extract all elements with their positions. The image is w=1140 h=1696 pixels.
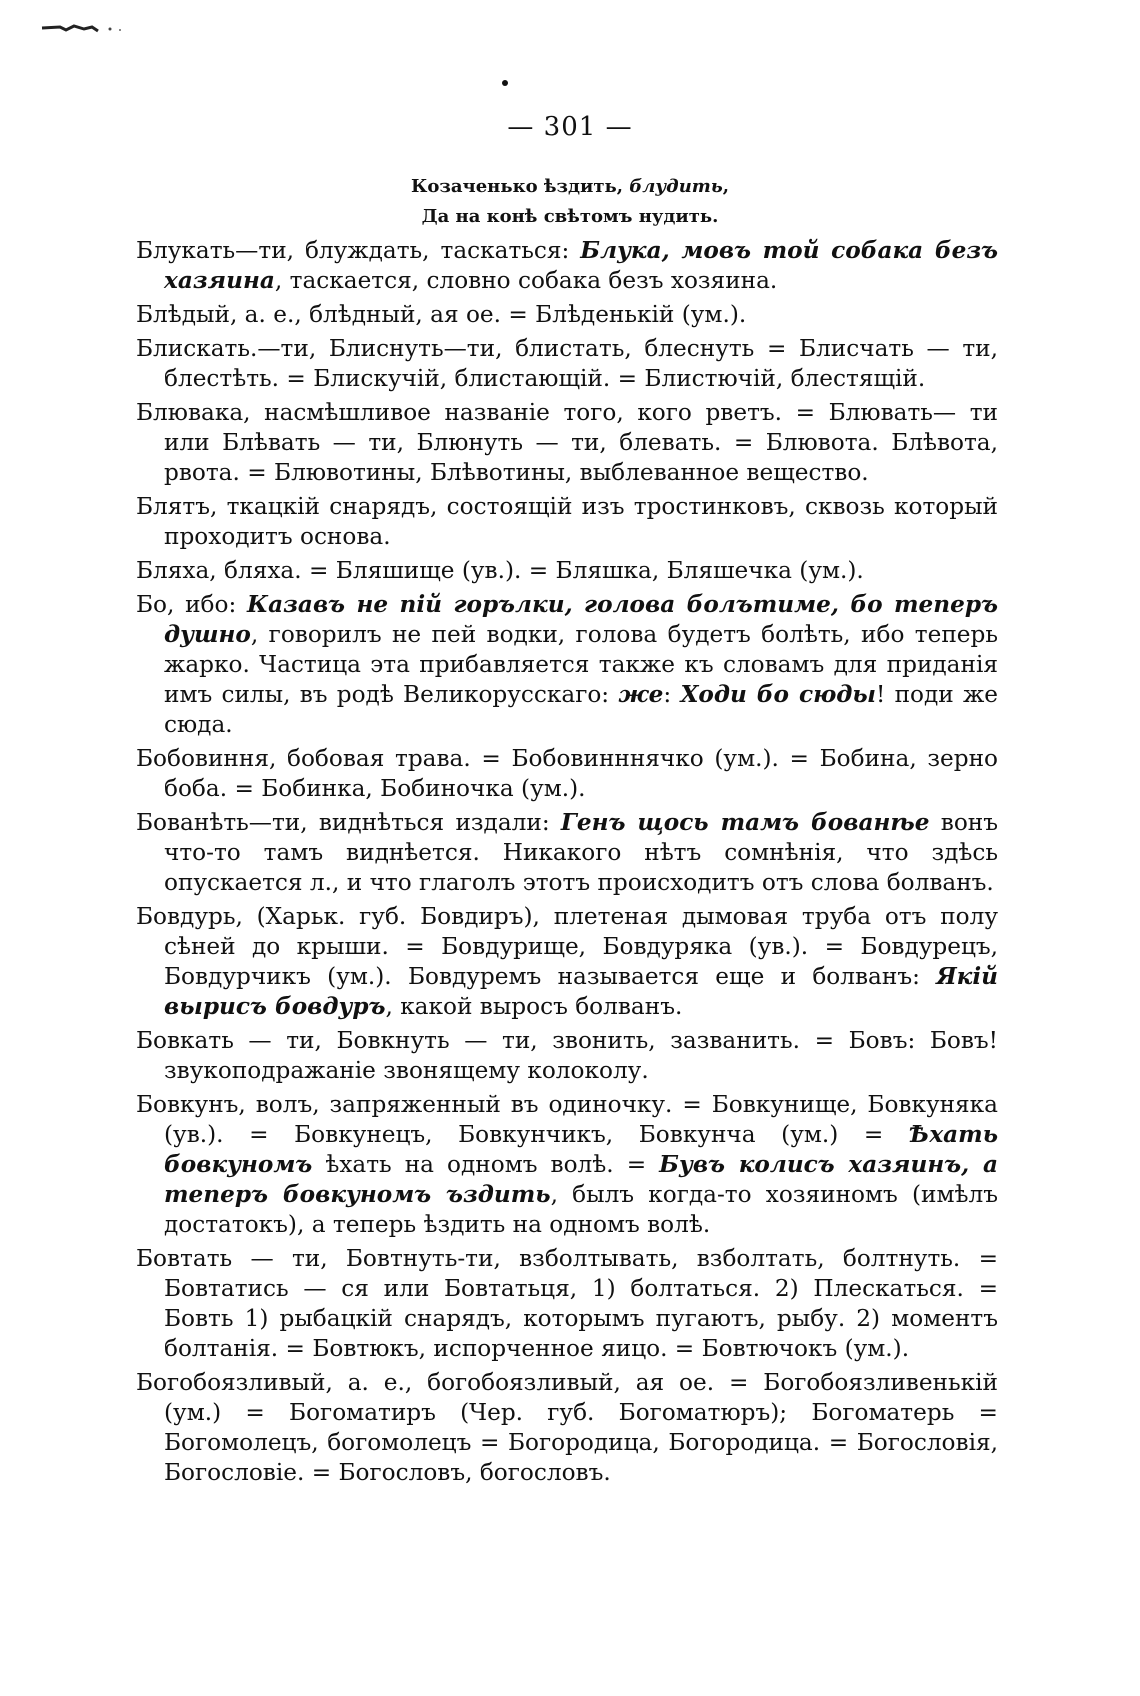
- entry-bo: Бо, ибо: Казавъ не пій горълки, голова болътиме, бо теперъ душно, говорилъ не пей водки, голова будетъ болѣть, ибо теперь жарко. Частица эта прибавляется также къ словамъ для приданія имъ силы, въ родѣ Великорусскаго: же: Ходи бо сюды! поди же сюда.: [136, 591, 998, 738]
- entry-bovkun: Бовкунъ, волъ, запряженный въ одиночку. = Бовкунище, Бовкуняка (ув.). = Бовкунецъ, Бовкунчикъ, Бовкунча (ум.) = Ѣхать бовкуномъ ѣхать на одномъ волѣ. = Бувъ колисъ хазяинъ, а теперъ бовкуномъ ъздить, былъ когда-то хозяиномъ (имѣлъ достатокъ), а теперь ѣздить на одномъ волѣ.: [136, 1091, 998, 1238]
- print-dot: [502, 80, 508, 86]
- entry-bovtat: Бовтать — ти, Бовтнуть-ти, взболтывать, взболтать, болтнуть. = Бовтатись — ся или Бовтатьця, 1) болтаться. 2) Плескаться. = Бовть 1) рыбацкій снарядъ, которымъ пугаютъ, рыбу. 2) моментъ болтанія. = Бовтюкъ, испорченное яицо. = Бовтючокъ (ум.).: [136, 1245, 998, 1362]
- verse-line-1: Козаченько ѣздить, блудить,: [411, 176, 729, 197]
- entry-bledyi: Блѣдый, а. е., блѣдный, ая ое. = Блѣденькій (ум.).: [136, 301, 747, 328]
- dictionary-entries: [136, 236, 998, 1492]
- entry-blukat: Блукать—ти, блуждать, таскаться: Блука, мовъ той собака безъ хазяина, таскается, словно собака безъ хозяина.: [136, 237, 998, 294]
- entry-bovkat: Бовкать — ти, Бовкнуть — ти, звонить, зазванить. = Бовъ: Бовъ! звукоподражаніе звонящему колоколу.: [136, 1027, 998, 1084]
- verse-line-2: Да на конѣ свѣтомъ нудить.: [421, 206, 719, 227]
- print-smudge: [40, 22, 130, 36]
- entry-bliskat: Блискать.—ти, Блиснуть—ти, блистать, блеснуть = Блисчать — ти, блестѣть. = Блискучій, блистающій. = Блистючій, блестящій.: [136, 335, 998, 392]
- verse-epigraph: [0, 172, 1140, 232]
- page-number: — 301 —: [507, 112, 633, 142]
- entry-bliat: Блятъ, ткацкій снарядъ, состоящій изъ тростинковъ, сквозь который проходитъ основа.: [136, 493, 998, 550]
- entry-bovanet: Бованѣть—ти, виднѣться издали: Генъ щось тамъ бованѣе вонъ что-то тамъ виднѣется. Никакого нѣтъ сомнѣнія, что здѣсь опускается л., и что глаголъ этотъ происходитъ отъ слова болванъ.: [136, 809, 998, 896]
- entry-bovdur: Бовдурь, (Харьк. губ. Бовдиръ), плетеная дымовая труба отъ полу сѣней до крыши. = Бовдурище, Бовдуряка (ув.). = Бовдурецъ, Бовдурчикъ (ум.). Бовдуремъ называется еще и болванъ: Якій вырисъ бовдуръ, какой выросъ болванъ.: [136, 903, 998, 1020]
- entry-bobovynnia: Бобовиння, бобовая трава. = Бобовинннячко (ум.). = Бобина, зерно боба. = Бобинка, Бобиночка (ум.).: [136, 745, 998, 802]
- entry-bliuvaka: Блювака, насмѣшливое названіе того, кого рветъ. = Блювать— ти или Блѣвать — ти, Блюнуть — ти, блевать. = Блювота. Блѣвота, рвота. = Блювотины, Блѣвотины, выблеванное вещество.: [136, 399, 998, 486]
- entry-bogoboiazlyvyi: Богобоязливый, а. е., богобоязливый, ая ое. = Богобоязливенькій (ум.) = Богоматиръ (Чер. губ. Богоматюръ); Богоматерь = Богомолецъ, богомолецъ = Богородица, Богородица. = Богословія, Богословіе. = Богословъ, богословъ.: [136, 1369, 998, 1486]
- entry-bliakha: Бляха, бляха. = Бляшище (ув.). = Бляшка, Бляшечка (ум.).: [136, 557, 864, 584]
